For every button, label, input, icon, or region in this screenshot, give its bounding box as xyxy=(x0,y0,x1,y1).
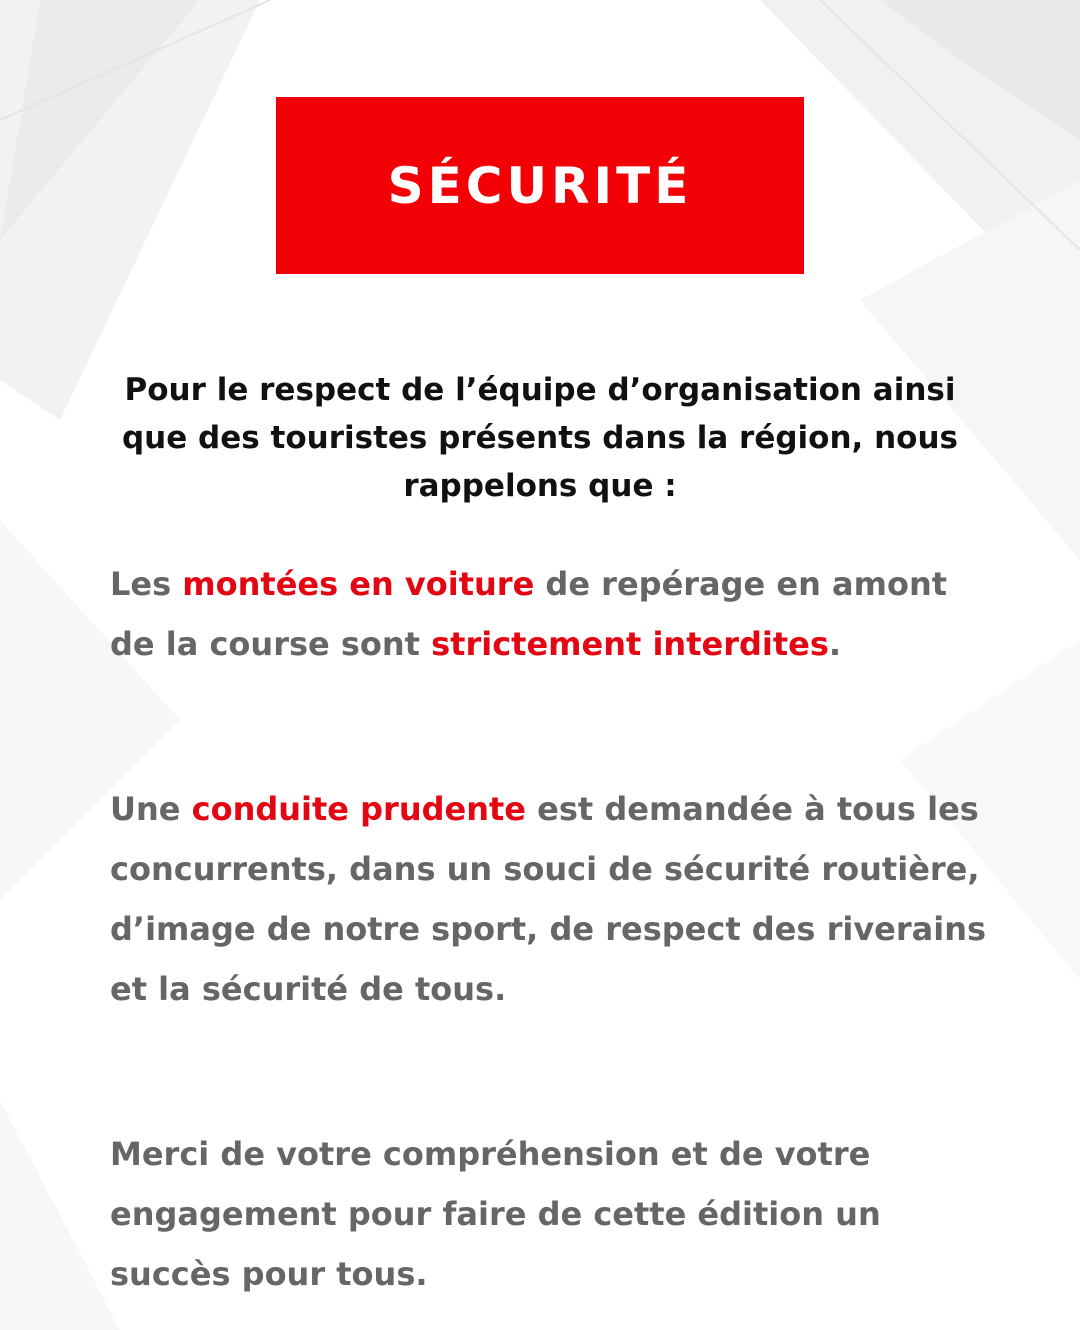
highlight-text: montées en voiture xyxy=(182,565,535,603)
paragraph-text: de repérage en amont de la course sont xyxy=(110,565,948,663)
paragraph-reperage xyxy=(110,554,990,674)
page-title: SÉCURITÉ xyxy=(387,156,693,215)
paragraph-text: est demandée à tous les concurrents, dans un souci de sécurité routière, d’image de notre sport, de respect des riverains et la sécurité de tous. xyxy=(110,790,987,1008)
paragraph-text: Les xyxy=(110,565,183,603)
intro-text: Pour le respect de l’équipe d’organisation ainsi que des touristes présents dans la région, nous rappelons que : xyxy=(121,372,958,504)
paragraph-conduite xyxy=(110,779,990,1019)
paragraph-text: . xyxy=(828,625,842,663)
paragraph-text: Une xyxy=(110,790,192,828)
title-banner xyxy=(276,97,804,274)
paragraph-merci: Merci de votre compréhension et de votre engagement pour faire de cette édition un succès pour tous. xyxy=(110,1135,881,1293)
highlight-text: conduite prudente xyxy=(191,790,526,828)
highlight-text: strictement interdites xyxy=(431,625,829,663)
